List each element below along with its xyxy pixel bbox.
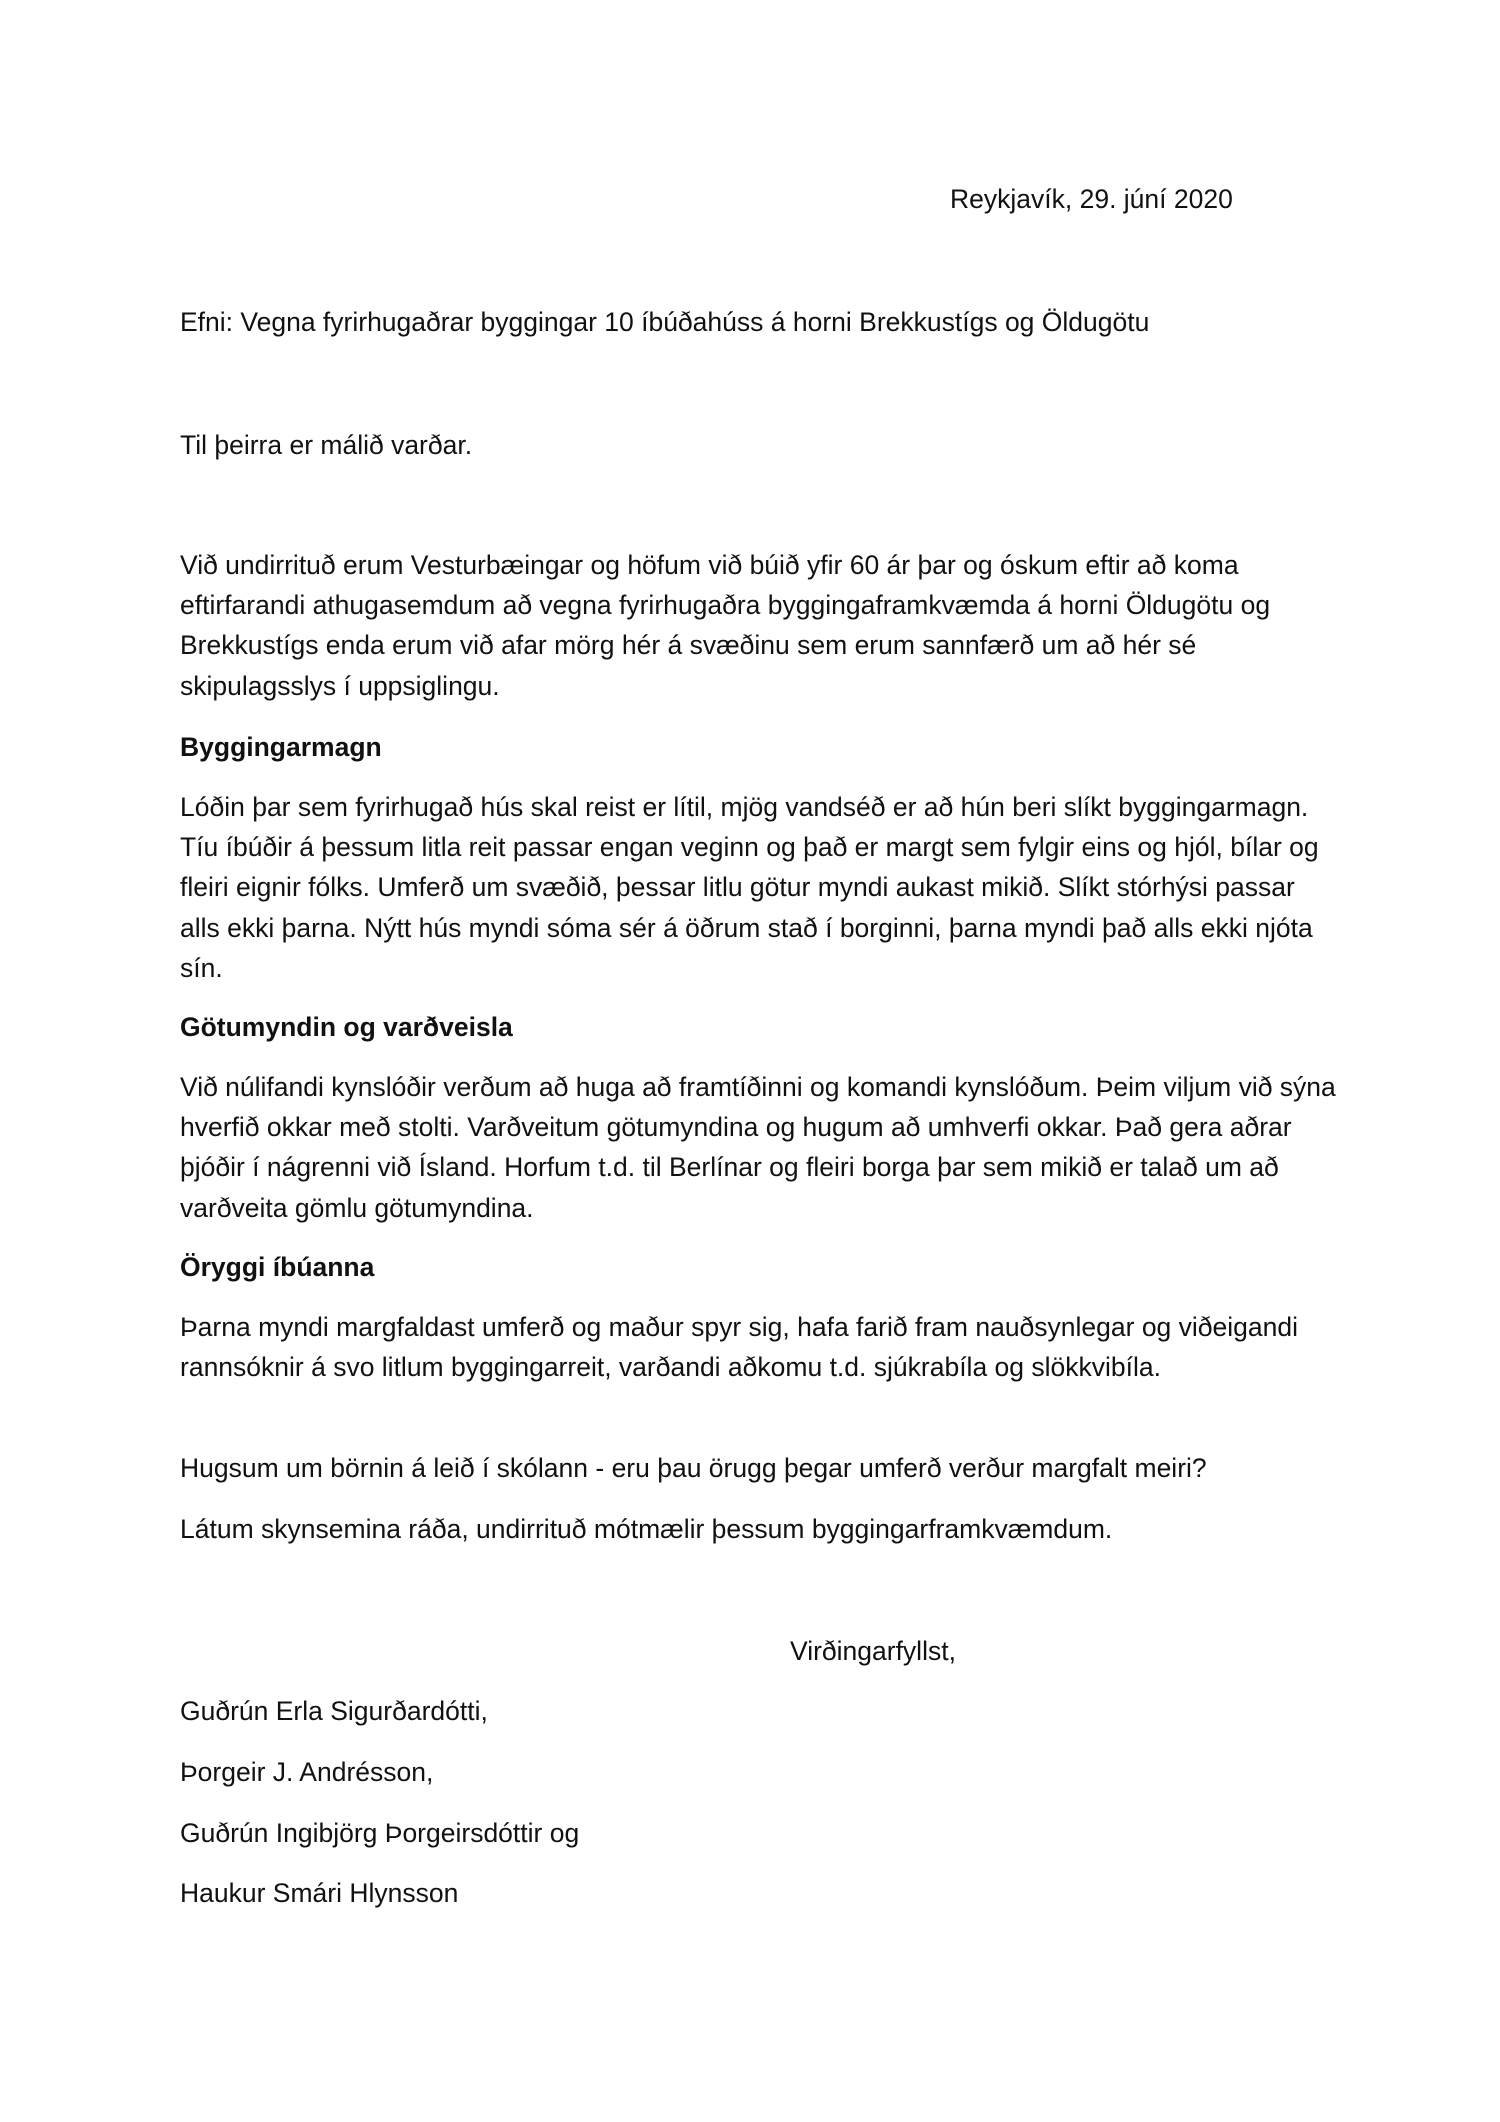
valediction: Virðingarfyllst, [790, 1636, 956, 1666]
letter-greeting: Til þeirra er málið varðar. [180, 430, 473, 460]
signatory-2: Þorgeir J. Andrésson, [180, 1757, 434, 1787]
intro-paragraph: Við undirrituð erum Vesturbæingar og höfum við búið yfir 60 ár þar og óskum eftir að koma eftirfarandi athugasemdum að vegna fyrirhugaðra byggingaframkvæmda á horni Öldugötu og Brekkustígs enda erum við afar mörg hér á svæðinu sem erum sannfærð um að hér sé skipulagsslys í uppsiglingu. [180, 550, 1271, 701]
signatory-4: Haukur Smári Hlynsson [180, 1878, 459, 1908]
signatory-1: Guðrún Erla Sigurðardótti, [180, 1696, 488, 1726]
letter-subject: Efni: Vegna fyrirhugaðrar byggingar 10 íbúðahúss á horni Brekkustígs og Öldugötu [180, 307, 1150, 337]
section-paragraph-oryggi: Þarna myndi margfaldast umferð og maður spyr sig, hafa farið fram nauðsynlegar og viðeigandi rannsóknir á svo litlum byggingarreit, varðandi aðkomu t.d. sjúkrabíla og slökkvibíla. [180, 1312, 1298, 1383]
closing-statement: Látum skynsemina ráða, undirrituð mótmælir þessum byggingarframkvæmdum. [180, 1514, 1113, 1544]
section-paragraph-gotumyndin: Við núlifandi kynslóðir verðum að huga að framtíðinni og komandi kynslóðum. Þeim viljum við sýna hverfið okkar með stolti. Varðveitum götumyndina og hugum að umhverfi okkar. Það gera aðrar þjóðir í nágrenni við Ísland. Horfum t.d. til Berlínar og fleiri borga þar sem mikið er talað um að varðveita gömlu götumyndina. [180, 1072, 1336, 1223]
signatory-3: Guðrún Ingibjörg Þorgeirsdóttir og [180, 1818, 580, 1848]
section-heading-oryggi: Öryggi íbúanna [180, 1252, 375, 1282]
section-paragraph-byggingarmagn: Lóðin þar sem fyrirhugað hús skal reist er lítil, mjög vandséð er að hún beri slíkt byggingarmagn. Tíu íbúðir á þessum litla reit passar engan veginn og það er margt sem fylgir eins og hjól, bílar og fleiri eignir fólks. Umferð um svæðið, þessar litlu götur myndi aukast mikið. Slíkt stórhýsi passar alls ekki þarna. Nýtt hús myndi sóma sér á öðrum stað í borginni, þarna myndi það alls ekki njóta sín. [180, 792, 1319, 983]
section-heading-byggingarmagn: Byggingarmagn [180, 732, 382, 762]
section-heading-gotumyndin: Götumyndin og varðveisla [180, 1012, 513, 1042]
question-paragraph: Hugsum um börnin á leið í skólann - eru þau örugg þegar umferð verður margfalt meiri? [180, 1453, 1207, 1483]
letter-date: Reykjavík, 29. júní 2020 [950, 184, 1233, 214]
